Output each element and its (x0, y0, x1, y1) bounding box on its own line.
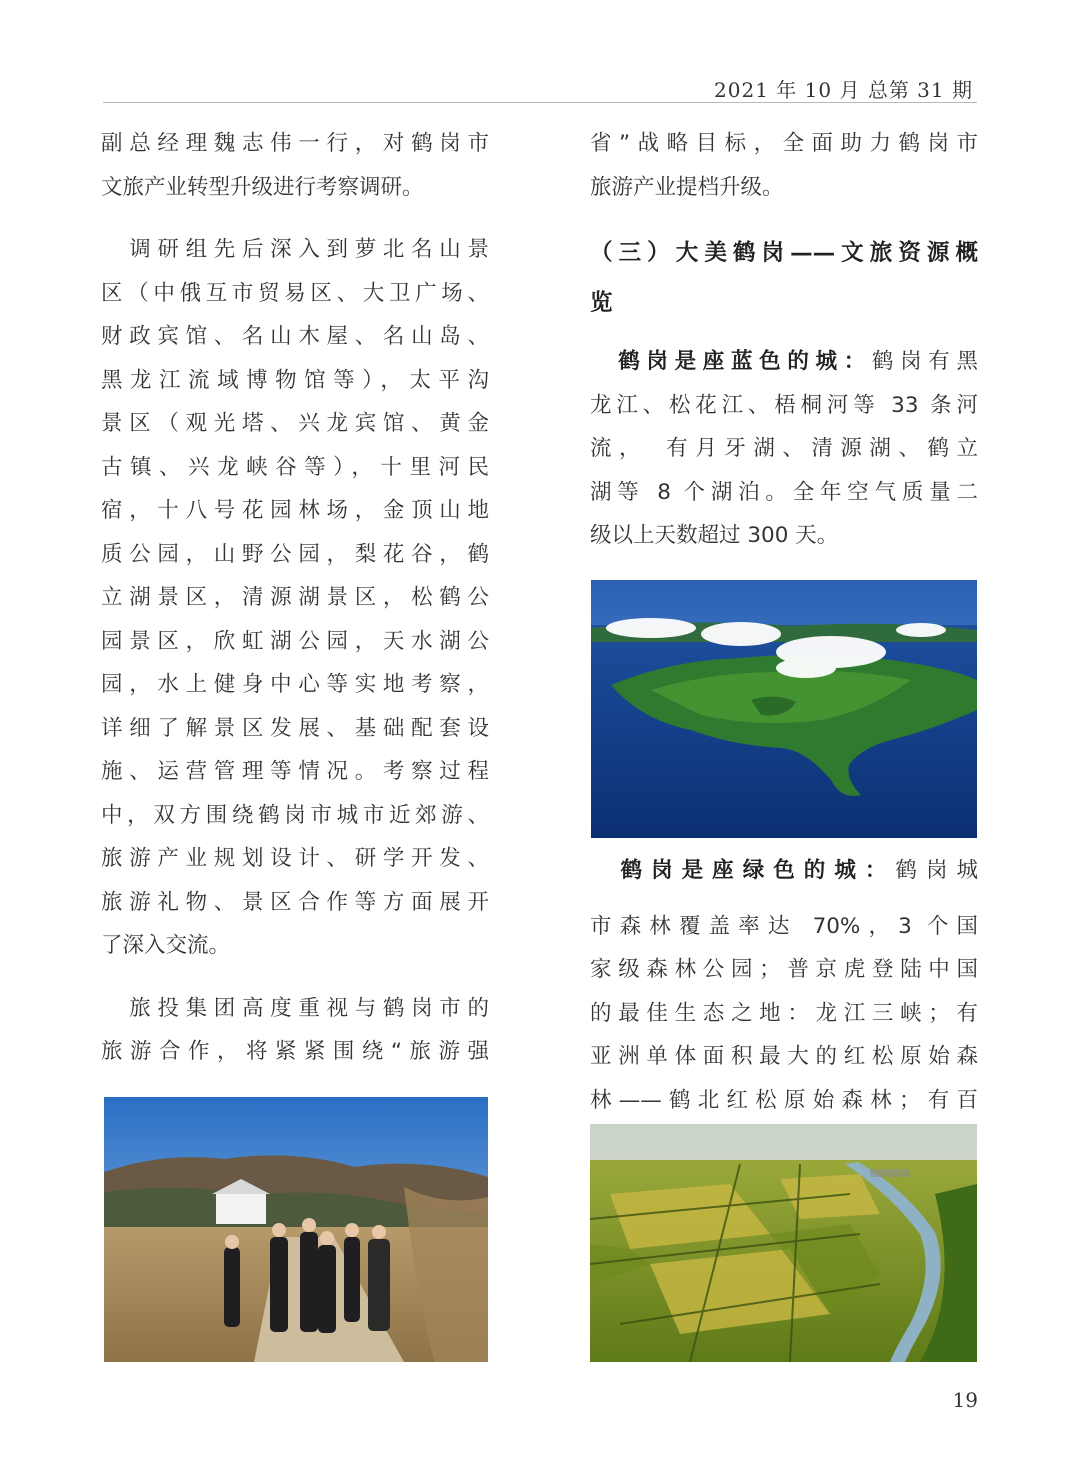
text-line: 质公园，山野公园，梨花谷，鹤 (101, 541, 489, 567)
text-line: 流， 有月牙湖、清源湖、鹤立 (590, 436, 978, 461)
page-number: 19 (952, 1388, 978, 1412)
page-header (103, 70, 977, 103)
text-line: 市森林覆盖率达 70%，3 个国 (590, 913, 978, 939)
text-line: 详细了解景区发展、基础配套设 (101, 715, 489, 741)
text-line: 旅游产业规划设计、研学开发、 (101, 846, 489, 871)
text-line: 园景区，欣虹湖公园，天水湖公 (101, 628, 489, 654)
text-line: 家级森林公园；普京虎登陆中国 (590, 957, 978, 982)
text-line: 了深入交流。 (101, 933, 231, 958)
text-line (590, 340, 978, 384)
text-line: 古镇、兴龙峡谷等），十里河民 (101, 454, 489, 480)
text-line: 立湖景区，清源湖景区，松鹤公 (101, 585, 489, 610)
blue-city-first-rest: 鹤岗有黑 (871, 349, 978, 374)
text-line: 省”战略目标，全面助力鹤岗市 (590, 131, 978, 156)
blue-city-lead: 鹤岗是座蓝色的城： (590, 349, 872, 374)
left-paragraph-3 (101, 987, 489, 1074)
text-line: 旅游产业提档升级。 (590, 174, 784, 200)
text-line: 黑龙江流域博物馆等），太平沟 (101, 367, 489, 393)
text-line: 旅游礼物、景区合作等方面展开 (101, 889, 489, 915)
section-heading (590, 228, 978, 328)
right-paragraph-1 (590, 122, 978, 209)
text-line: 林——鹤北红松原始森林；有百 (590, 1087, 978, 1113)
text-line: 中，双方围绕鹤岗市城市近郊游、 (101, 802, 489, 828)
text-line: 园，水上健身中心等实地考察， (101, 672, 489, 697)
text-line: 旅游合作，将紧紧围绕“旅游强 (101, 1039, 489, 1064)
site-visit-photo (104, 1097, 488, 1362)
text-line: 级以上天数超过 300 天。 (590, 523, 839, 548)
left-column (101, 122, 489, 1074)
text-line: 龙江、松花江、梧桐河等 33 条河 (590, 392, 978, 418)
text-line: 财政宾馆、名山木屋、名山岛、 (101, 324, 489, 349)
left-paragraph-1 (101, 122, 489, 209)
text-line: 副总经理魏志伟一行，对鹤岗市 (101, 131, 489, 156)
text-line: 调研组先后深入到萝北名山景 (101, 237, 489, 262)
heading-line: 览 (590, 290, 613, 316)
right-column (590, 122, 978, 558)
text-line: 景区（观光塔、兴龙宾馆、黄金 (101, 411, 489, 436)
text-line: 文旅产业转型升级进行考察调研。 (101, 174, 424, 200)
green-city-paragraph (590, 849, 978, 1122)
farmland-aerial-photo (590, 1124, 977, 1362)
text-line: 旅投集团高度重视与鹤岗市的 (101, 995, 489, 1021)
text-line (590, 849, 978, 893)
left-paragraph-2 (101, 228, 489, 968)
green-city-lead: 鹤岗是座绿色的城： (590, 858, 896, 883)
issue-label: 2021 年 10 月 总第 31 期 (714, 78, 973, 102)
green-city-first-rest: 鹤岗城 (895, 858, 978, 883)
text-line: 亚洲单体面积最大的红松原始森 (590, 1044, 978, 1069)
heading-line: （三）大美鹤岗——文旅资源概 (590, 240, 978, 266)
text-line: 的最佳生态之地：龙江三峡；有 (590, 1000, 978, 1026)
blue-city-paragraph (590, 340, 978, 558)
text-line: 湖等 8 个湖泊。全年空气质量二 (590, 479, 978, 505)
text-line: 区（中俄互市贸易区、大卫广场、 (101, 280, 489, 306)
text-line: 施、运营管理等情况。考察过程 (101, 759, 489, 784)
lake-aerial-photo (591, 580, 977, 838)
text-line: 宿，十八号花园林场，金顶山地 (101, 498, 489, 523)
